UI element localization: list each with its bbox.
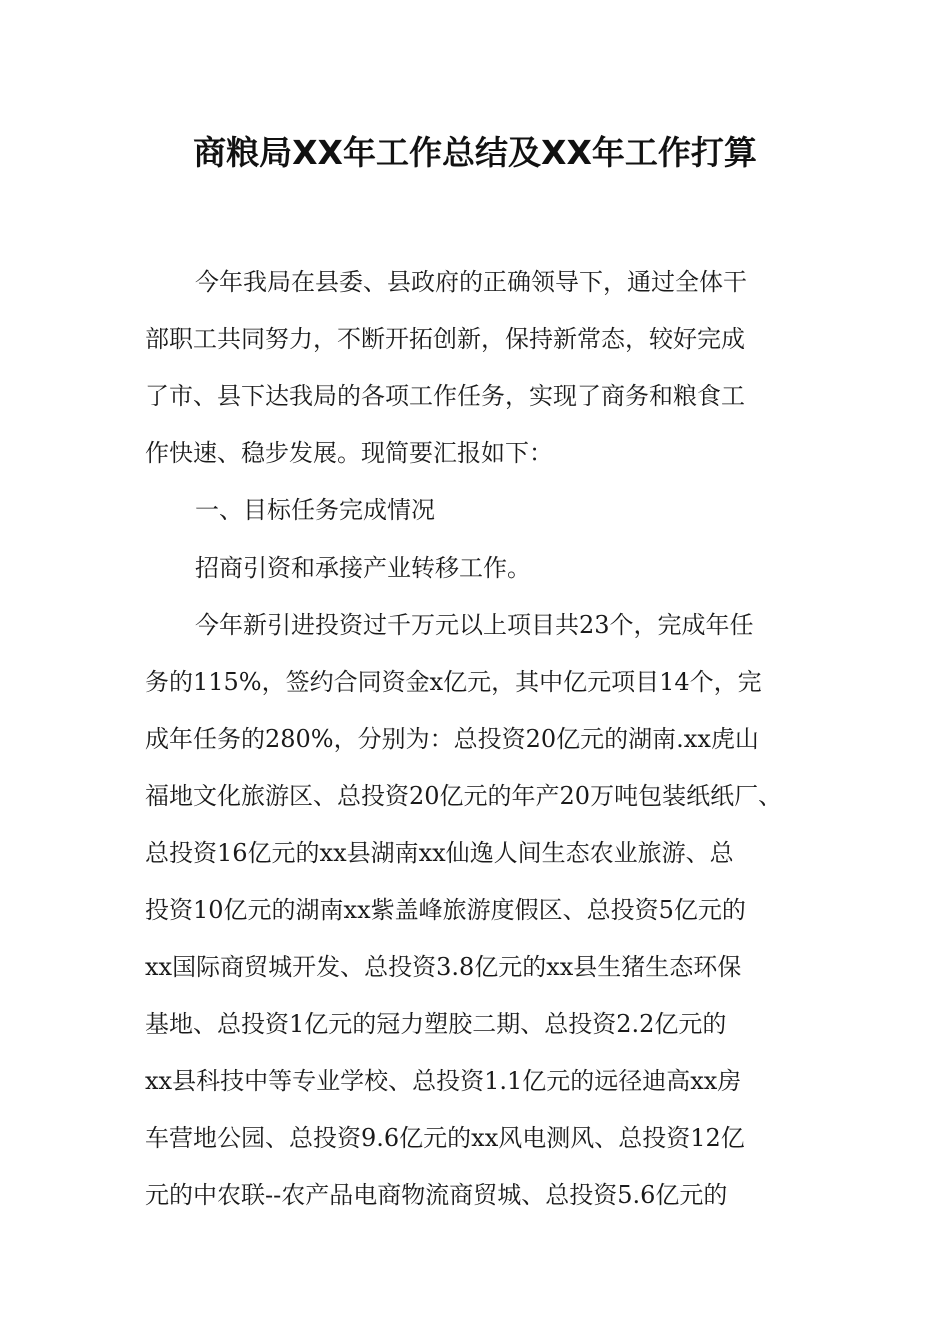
- paragraph-line: 部职工共同努力，不断开拓创新，保持新常态，较好完成: [145, 325, 745, 353]
- paragraph-line: xx国际商贸城开发、总投资3.8亿元的xx县生猪生态环保: [145, 953, 742, 981]
- paragraph-line: 成年任务的280%，分别为：总投资20亿元的湖南.xx虎山: [145, 725, 759, 753]
- paragraph-line: xx县科技中等专业学校、总投资1.1亿元的远径迪高xx房: [145, 1067, 742, 1095]
- paragraph-line: 基地、总投资1亿元的冠力塑胶二期、总投资2.2亿元的: [145, 1010, 727, 1038]
- paragraph-line: 总投资16亿元的xx县湖南xx仙逸人间生态农业旅游、总: [145, 839, 734, 867]
- paragraph-line: 今年新引进投资过千万元以上项目共23个，完成年任: [195, 611, 754, 639]
- paragraph-line: 元的中农联--农产品电商物流商贸城、总投资5.6亿元的: [145, 1181, 728, 1209]
- paragraph-line: 作快速、稳步发展。现简要汇报如下：: [145, 439, 553, 467]
- paragraph-line: 福地文化旅游区、总投资20亿元的年产20万吨包装纸纸厂、: [145, 782, 783, 810]
- paragraph-line: 车营地公园、总投资9.6亿元的xx风电测风、总投资12亿: [145, 1124, 745, 1152]
- paragraph-line: 投资10亿元的湖南xx紫盖峰旅游度假区、总投资5亿元的: [145, 896, 746, 924]
- paragraph-line: 务的115%，签约合同资金x亿元，其中亿元项目14个，完: [145, 668, 762, 696]
- paragraph-line: 了市、县下达我局的各项工作任务，实现了商务和粮食工: [145, 382, 745, 410]
- subsection-heading: 招商引资和承接产业转移工作。: [195, 554, 531, 582]
- paragraph-line: 今年我局在县委、县政府的正确领导下，通过全体干: [195, 268, 747, 296]
- section-heading: 一、目标任务完成情况: [195, 496, 435, 524]
- document-title: 商粮局XX年工作总结及XX年工作打算: [193, 133, 757, 172]
